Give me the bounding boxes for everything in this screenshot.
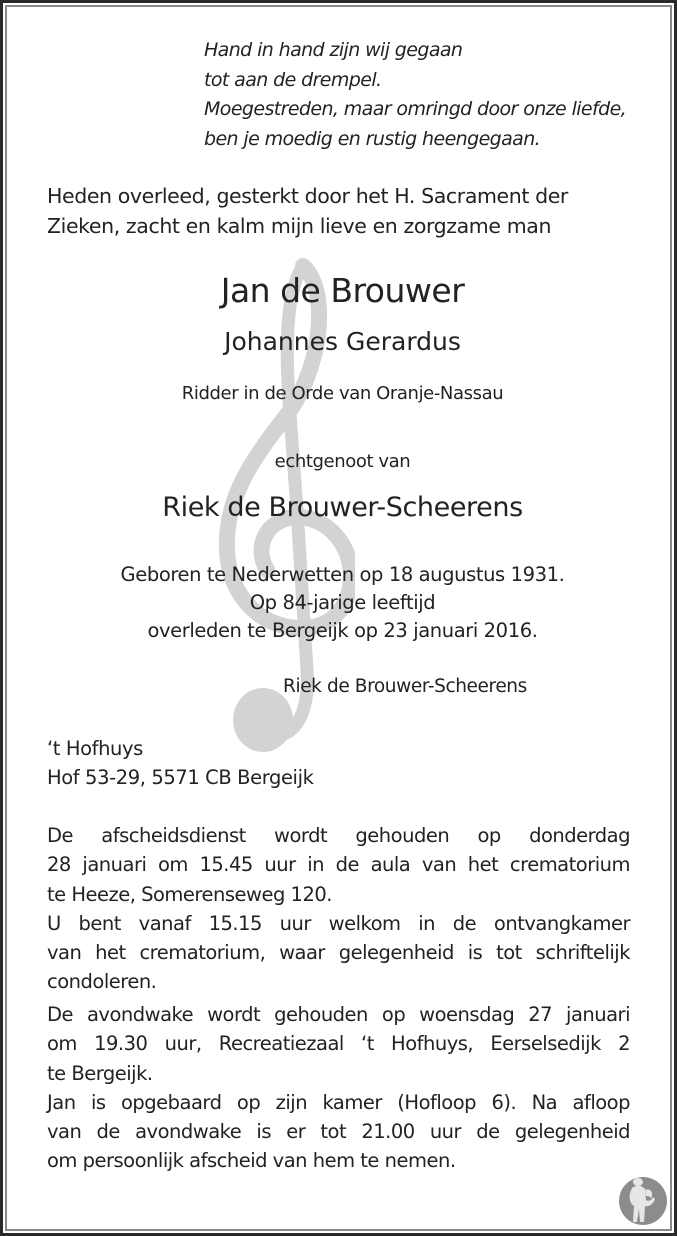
spouse-label: echtgenoot van	[274, 451, 411, 472]
wake-line: De avondwake wordt gehouden op woensdag 27 januari	[47, 1003, 630, 1026]
deceased-given-names: Johannes Gerardus	[224, 327, 461, 356]
funeral-service-info	[47, 821, 630, 997]
service-line: te Heeze, Somerenseweg 120.	[47, 882, 332, 906]
poem-line: tot aan de drempel.	[204, 68, 382, 91]
poem-line: Moegestreden, maar omringd door onze liefde,	[204, 98, 627, 120]
service-line: De afscheidsdienst wordt gehouden op donderdag	[47, 824, 630, 847]
correspondence-address	[47, 734, 314, 792]
spouse-name: Riek de Brouwer-Scheerens	[162, 492, 523, 523]
service-line: van het crematorium, waar gelegenheid is tot schriftelijk	[47, 941, 630, 965]
embracing-couple-logo-icon	[618, 1176, 668, 1226]
deceased-honour: Ridder in de Orde van Oranje-Nassau	[181, 383, 504, 404]
life-dates	[4, 561, 677, 645]
dates-line: Op 84-jarige leeftijd	[249, 591, 436, 614]
wake-line: om 19.30 uur, Recreatiezaal ‘t Hofhuys, Eerselsedijk 2	[47, 1032, 630, 1056]
wake-line: te Bergeijk.	[47, 1061, 153, 1085]
service-line: 28 januari om 15.45 uur in de aula van het crematorium	[47, 853, 630, 877]
service-line: U bent vanaf 15.15 uur welkom in de ontvangkamer	[47, 911, 630, 935]
vigil-info	[47, 1000, 630, 1176]
signature: Riek de Brouwer-Scheerens	[283, 676, 527, 697]
poem-line: ben je moedig en rustig heengegaan.	[204, 127, 541, 150]
dates-line: overleden te Bergeijk op 23 januari 2016.	[147, 619, 538, 642]
service-line: condoleren.	[47, 970, 157, 994]
deceased-name: Jan de Brouwer	[220, 271, 465, 310]
intro-line: Heden overleed, gesterkt door het H. Sacrament der	[47, 184, 568, 208]
poem	[204, 36, 644, 154]
dates-line: Geboren te Nederwetten op 18 augustus 1931.	[120, 563, 565, 586]
poem-line: Hand in hand zijn wij gegaan	[204, 39, 463, 61]
wake-line: om persoonlijk afscheid van hem te nemen.	[47, 1149, 456, 1173]
wake-line: van de avondwake is er tot 21.00 uur de gelegenheid	[47, 1120, 630, 1144]
intro-line: Zieken, zacht en kalm mijn lieve en zorgzame man	[47, 214, 552, 238]
address-line: ‘t Hofhuys	[47, 737, 143, 760]
intro-text	[47, 181, 632, 241]
wake-line: Jan is opgebaard op zijn kamer (Hofloop 6). Na afloop	[47, 1090, 630, 1114]
address-line: Hof 53-29, 5571 CB Bergeijk	[47, 766, 314, 789]
